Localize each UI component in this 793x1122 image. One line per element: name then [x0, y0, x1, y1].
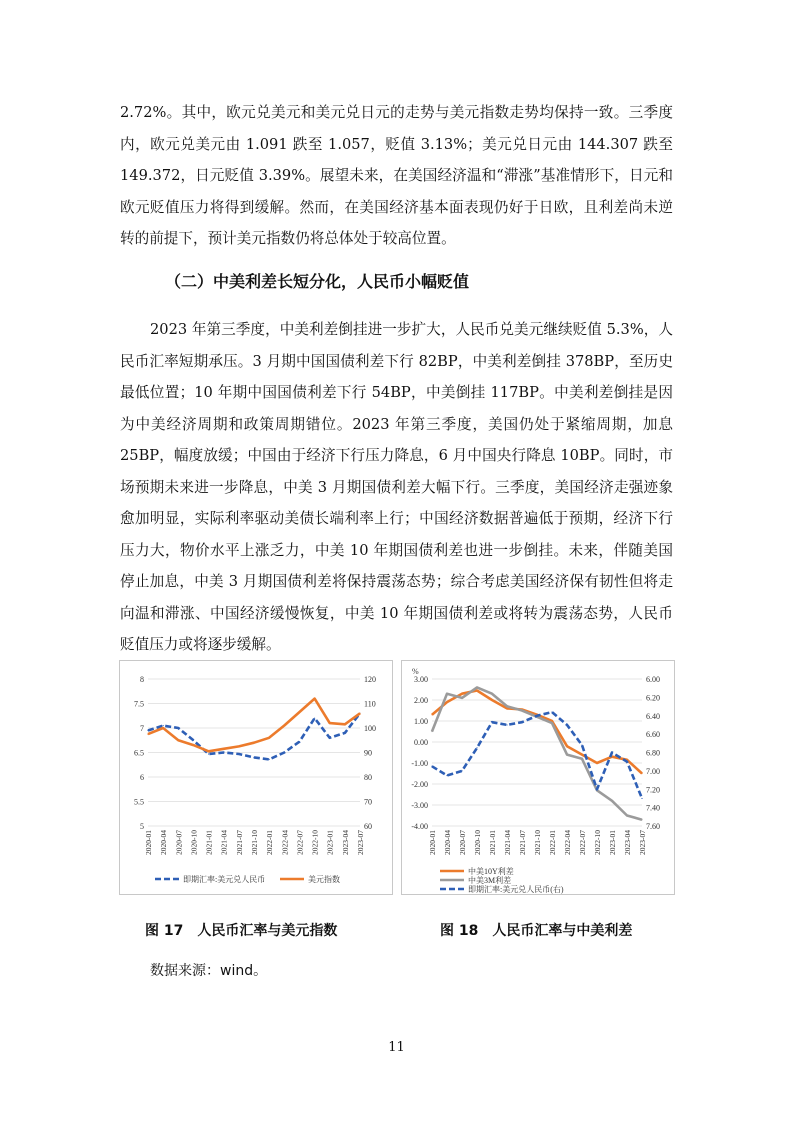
- data-point: [506, 724, 507, 725]
- page-number: 11: [388, 1040, 405, 1055]
- y-right-tick-label: 120: [364, 675, 376, 684]
- y-right-tick-label: 7.60: [646, 822, 660, 831]
- x-tick-label: 2021-04: [219, 830, 229, 855]
- data-point: [551, 723, 552, 724]
- x-tick-label: 2021-10: [533, 830, 542, 855]
- data-point: [446, 702, 447, 703]
- y-right-tick-label: 7.00: [646, 766, 660, 776]
- legend-label: 美元指数: [308, 875, 340, 884]
- data-point: [521, 710, 522, 711]
- series-line: [432, 712, 642, 798]
- section-heading: （二）中美利差长短分化，人民币小幅贬值: [165, 272, 470, 291]
- data-point: [314, 718, 315, 719]
- x-tick-label: 2022-01: [265, 830, 275, 855]
- data-source-note: 数据来源：wind。: [150, 963, 268, 979]
- y-left-tick-label: 8: [140, 675, 144, 684]
- legend-label: 即期汇率:美元兑人民币(右): [468, 885, 564, 894]
- data-point: [626, 761, 627, 762]
- x-tick-label: 2020-01: [144, 830, 153, 855]
- data-point: [506, 708, 507, 709]
- x-tick-label: 2020-01: [428, 830, 437, 855]
- data-point: [163, 725, 164, 726]
- data-point: [446, 693, 447, 694]
- y-right-tick-label: 60: [364, 822, 372, 831]
- data-point: [566, 746, 567, 747]
- x-tick-label: 2020-07: [174, 830, 184, 855]
- x-tick-label: 2022-04: [563, 830, 572, 855]
- x-tick-label: 2023-04: [623, 830, 632, 855]
- x-tick-label: 2021-10: [250, 830, 259, 855]
- data-point: [269, 737, 270, 738]
- x-tick-label: 2021-04: [503, 830, 512, 855]
- data-point: [566, 754, 567, 755]
- data-point: [476, 747, 477, 748]
- data-point: [596, 789, 597, 790]
- data-point: [521, 722, 522, 723]
- y-right-tick-label: 80: [364, 773, 372, 782]
- data-point: [163, 727, 164, 728]
- y-right-tick-label: 6.80: [646, 748, 660, 758]
- y-left-tick-label: -2.00: [411, 780, 428, 789]
- data-point: [581, 758, 582, 759]
- data-point: [178, 740, 179, 741]
- data-point: [461, 770, 462, 771]
- data-point: [461, 697, 462, 698]
- y-right-tick-label: 70: [364, 797, 372, 807]
- data-point: [641, 773, 642, 774]
- data-point: [611, 800, 612, 801]
- data-point: [641, 819, 642, 820]
- x-tick-label: 2020-04: [159, 830, 169, 855]
- y-right-tick-label: 110: [364, 699, 376, 709]
- data-point: [329, 737, 330, 738]
- y-left-tick-label: -4.00: [411, 822, 428, 831]
- data-point: [491, 722, 492, 723]
- data-point: [344, 724, 345, 725]
- x-tick-label: 2023-07: [356, 830, 365, 855]
- figure-17-caption: 图 17 人民币汇率与美元指数: [145, 923, 338, 939]
- x-tick-label: 2021-01: [488, 830, 497, 855]
- y-left-tick-label: 6: [140, 773, 144, 782]
- x-tick-label: 2021-01: [204, 830, 214, 855]
- data-point: [491, 693, 492, 694]
- y-left-tick-label: 6.5: [134, 748, 144, 758]
- x-tick-label: 2021-07: [234, 830, 244, 855]
- series-line: [148, 699, 360, 752]
- x-tick-label: 2023-01: [608, 830, 617, 855]
- y-left-tick-label: 5.5: [134, 797, 144, 807]
- data-point: [223, 752, 224, 753]
- x-tick-label: 2020-10: [473, 830, 482, 855]
- data-point: [193, 740, 194, 741]
- x-tick-label: 2022-04: [280, 830, 290, 855]
- data-point: [461, 693, 462, 694]
- x-tick-label: 2023-07: [638, 830, 647, 855]
- data-point: [238, 746, 239, 747]
- unit-label: %: [412, 667, 419, 676]
- data-point: [284, 725, 285, 726]
- x-tick-label: 2023-01: [325, 830, 335, 855]
- data-point: [299, 741, 300, 742]
- data-point: [431, 714, 432, 715]
- y-left-tick-label: -3.00: [411, 801, 428, 810]
- x-tick-label: 2022-10: [310, 830, 320, 855]
- chart-fx-rate-spread: [402, 661, 674, 894]
- data-point: [344, 732, 345, 733]
- x-tick-label: 2022-01: [548, 830, 557, 855]
- data-point: [596, 762, 597, 763]
- data-point: [223, 748, 224, 749]
- y-left-tick-label: 2.00: [414, 696, 428, 705]
- data-point: [299, 711, 300, 712]
- data-point: [178, 727, 179, 728]
- data-point: [551, 720, 552, 721]
- data-point: [147, 734, 148, 735]
- y-left-tick-label: 0.00: [414, 738, 428, 747]
- data-point: [566, 724, 567, 725]
- paragraph-euro-yen: 2.72%。其中，欧元兑美元和美元兑日元的走势与美元指数走势均保持一致。三季度内，欧元兑美元由 1.091 跌至 1.057，贬值 3.13%；美元兑日元由 144.307 跌至 149.372，日元贬值 3.39%。展望未来，在美国经济温和“滞涨”基准情形下，日元和欧元贬值压力将得到缓解。然而，在美国经济基本面表现仍好于日欧，且利差尚未逆转的前提下，预计美元指数仍将总体处于较高位置。: [120, 104, 673, 247]
- x-tick-label: 2020-07: [458, 830, 467, 855]
- y-left-tick-label: 7: [140, 724, 144, 733]
- data-point: [476, 690, 477, 691]
- data-point: [314, 698, 315, 699]
- data-point: [284, 752, 285, 753]
- x-tick-label: 2022-07: [295, 830, 305, 855]
- y-right-tick-label: 6.60: [646, 730, 660, 740]
- data-point: [581, 754, 582, 755]
- y-left-tick-label: 7.5: [134, 699, 144, 709]
- data-point: [446, 775, 447, 776]
- data-point: [253, 742, 254, 743]
- data-point: [359, 713, 360, 714]
- y-right-tick-label: 7.40: [646, 803, 660, 813]
- y-left-tick-label: 5: [140, 822, 144, 831]
- data-point: [329, 723, 330, 724]
- data-point: [431, 731, 432, 732]
- x-tick-label: 2023-04: [340, 830, 350, 855]
- data-point: [611, 752, 612, 753]
- legend-label: 即期汇率:美元兑人民币: [183, 875, 266, 884]
- legend-label: 中美10Y利差: [468, 867, 514, 876]
- data-point: [506, 706, 507, 707]
- x-tick-label: 2022-07: [578, 830, 587, 855]
- y-right-tick-label: 100: [364, 724, 376, 733]
- data-point: [147, 730, 148, 731]
- legend-label: 中美3M利差: [468, 876, 512, 885]
- data-point: [269, 759, 270, 760]
- y-right-tick-label: 6.20: [646, 693, 660, 703]
- data-point: [551, 711, 552, 712]
- y-left-tick-label: -1.00: [411, 759, 428, 768]
- data-point: [208, 751, 209, 752]
- figure-18-caption: 图 18 人民币汇率与中美利差: [440, 923, 633, 939]
- data-point: [431, 766, 432, 767]
- data-point: [208, 753, 209, 754]
- y-right-tick-label: 90: [364, 748, 372, 758]
- y-right-tick-label: 6.40: [646, 711, 660, 721]
- x-tick-label: 2022-10: [593, 830, 602, 855]
- data-point: [626, 815, 627, 816]
- data-point: [476, 687, 477, 688]
- data-point: [238, 753, 239, 754]
- data-point: [193, 745, 194, 746]
- figure-17-chart: [119, 660, 393, 895]
- data-point: [536, 715, 537, 716]
- x-tick-label: 2020-04: [443, 830, 452, 855]
- series-line: [432, 691, 642, 774]
- chart-fx-dollar-index: [120, 661, 392, 894]
- x-tick-label: 2020-10: [189, 830, 199, 855]
- data-point: [581, 745, 582, 746]
- y-left-tick-label: 3.00: [414, 675, 428, 684]
- figure-18-chart: [401, 660, 675, 895]
- x-tick-label: 2021-07: [518, 830, 527, 855]
- data-point: [491, 699, 492, 700]
- y-right-tick-label: 6.00: [646, 675, 660, 684]
- y-right-tick-label: 7.20: [646, 785, 660, 795]
- data-point: [253, 757, 254, 758]
- data-point: [641, 798, 642, 799]
- paragraph-rate-spread: 2023 年第三季度，中美利差倒挂进一步扩大，人民币兑美元继续贬值 5.3%，人民币汇率短期承压。3 月期中国国债利差下行 82BP，中美利差倒挂 378BP，至历史最低位置；10 年期中国国债利差下行 54BP，中美倒挂 117BP。中美利差倒挂是因为中美经济周期和政策周期错位。2023 年第三季度，美国仍处于紧缩周期，加息 25BP，幅度放缓；中国由于经济下行压力降息，6 月中国央行降息 10BP。同时，市场预期未来进一步降息，中美 3 月期国债利差大幅下行。三季度，美国经济走强迹象愈加明显，实际利率驱动美债长端利率上行；中国经济数据普遍低于预期，经济下行压力大，物价水平上涨乏力，中美 10 年期国债利差也进一步倒挂。未来，伴随美国停止加息，中美 3 月期国债利差将保持震荡态势；综合考虑美国经济保有韧性但将走向温和滞涨、中国经济缓慢恢复，中美 10 年期国债利差或将转为震荡态势，人民币贬值压力或将逐步缓解。: [120, 321, 673, 653]
- y-left-tick-label: 1.00: [414, 717, 428, 726]
